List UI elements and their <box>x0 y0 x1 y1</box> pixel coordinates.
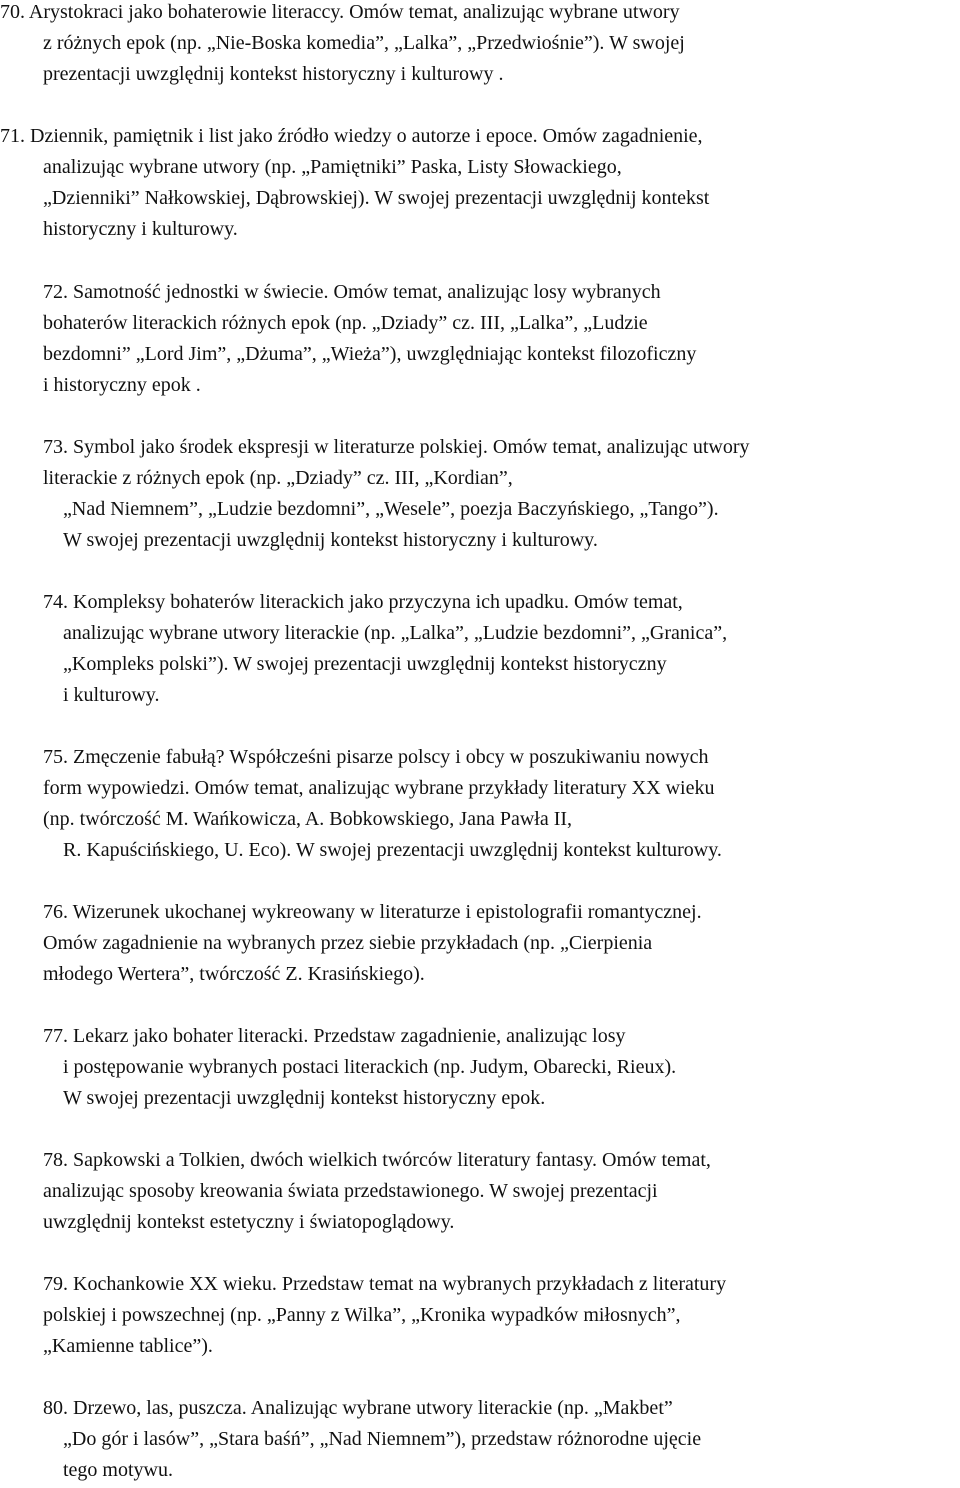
topic-76-line-1: 76. Wizerunek ukochanej wykreowany w literaturze i epistolografii romantycznej. <box>43 901 702 923</box>
topic-70-line-2: z różnych epok (np. „Nie-Boska komedia”, „Lalka”, „Przedwiośnie”). W swojej <box>43 32 685 54</box>
topic-73-line-4: W swojej prezentacji uwzględnij kontekst historyczny i kulturowy. <box>63 529 598 551</box>
topic-80-line-3: tego motywu. <box>63 1459 173 1481</box>
topic-79-line-2: polskiej i powszechnej (np. „Panny z Wilka”, „Kronika wypadków miłosnych”, <box>43 1304 681 1326</box>
topic-77-line-2: i postępowanie wybranych postaci literackich (np. Judym, Obarecki, Rieux). <box>63 1056 677 1078</box>
topic-70-line-3: prezentacji uwzględnij kontekst historyczny i kulturowy . <box>43 63 504 85</box>
topic-78-line-2: analizując sposoby kreowania świata przedstawionego. W swojej prezentacji <box>43 1180 658 1202</box>
topic-78-line-1: 78. Sapkowski a Tolkien, dwóch wielkich twórców literatury fantasy. Omów temat, <box>43 1149 711 1171</box>
topic-75-line-3: (np. twórczość M. Wańkowicza, A. Bobkowskiego, Jana Pawła II, <box>43 808 573 830</box>
topic-70-line-1: 70. Arystokraci jako bohaterowie literaccy. Omów temat, analizując wybrane utwory <box>0 1 680 23</box>
topic-73-line-3: „Nad Niemnem”, „Ludzie bezdomni”, „Wesele”, poezja Baczyńskiego, „Tango”). <box>63 498 719 520</box>
topic-74-line-3: „Kompleks polski”). W swojej prezentacji uwzględnij kontekst historyczny <box>63 653 667 675</box>
topic-73-line-1: 73. Symbol jako środek ekspresji w literaturze polskiej. Omów temat, analizując utwory <box>43 436 750 458</box>
topic-79-line-3: „Kamienne tablice”). <box>43 1335 213 1357</box>
topic-74-line-2: analizując wybrane utwory literackie (np. „Lalka”, „Ludzie bezdomni”, „Granica”, <box>63 622 728 644</box>
topic-72-line-4: i historyczny epok . <box>43 374 201 396</box>
topic-76-line-3: młodego Wertera”, twórczość Z. Krasińskiego). <box>43 963 425 985</box>
topic-77-line-3: W swojej prezentacji uwzględnij kontekst historyczny epok. <box>63 1087 546 1109</box>
topic-75-line-1: 75. Zmęczenie fabułą? Współcześni pisarze polscy i obcy w poszukiwaniu nowych <box>43 746 709 768</box>
topic-75-line-2: form wypowiedzi. Omów temat, analizując wybrane przykłady literatury XX wieku <box>43 777 715 799</box>
topic-80-line-1: 80. Drzewo, las, puszcza. Analizując wybrane utwory literackie (np. „Makbet” <box>43 1397 673 1419</box>
topic-71-line-3: „Dzienniki” Nałkowskiej, Dąbrowskiej). W swojej prezentacji uwzględnij kontekst <box>43 187 710 209</box>
topic-78-line-3: uwzględnij kontekst estetyczny i światopoglądowy. <box>43 1211 455 1233</box>
topic-71-line-4: historyczny i kulturowy. <box>43 218 238 240</box>
topic-71-line-1: 71. Dziennik, pamiętnik i list jako źródło wiedzy o autorze i epoce. Omów zagadnienie, <box>0 125 703 147</box>
topic-71-line-2: analizując wybrane utwory (np. „Pamiętniki” Paska, Listy Słowackiego, <box>43 156 622 178</box>
topic-75-line-4: R. Kapuścińskiego, U. Eco). W swojej prezentacji uwzględnij kontekst kulturowy. <box>63 839 722 861</box>
topic-74-line-1: 74. Kompleksy bohaterów literackich jako przyczyna ich upadku. Omów temat, <box>43 591 683 613</box>
topic-72-line-2: bohaterów literackich różnych epok (np. „Dziady” cz. III, „Lalka”, „Ludzie <box>43 312 648 334</box>
topic-76-line-2: Omów zagadnienie na wybranych przez siebie przykładach (np. „Cierpienia <box>43 932 653 954</box>
topic-72-line-3: bezdomni” „Lord Jim”, „Dżuma”, „Wieża”), uwzględniając kontekst filozoficzny <box>43 343 697 365</box>
topic-77-line-1: 77. Lekarz jako bohater literacki. Przedstaw zagadnienie, analizując losy <box>43 1025 626 1047</box>
topic-72-line-1: 72. Samotność jednostki w świecie. Omów temat, analizując losy wybranych <box>43 281 661 303</box>
topic-80-line-2: „Do gór i lasów”, „Stara baśń”, „Nad Niemnem”), przedstaw różnorodne ujęcie <box>63 1428 702 1450</box>
topic-73-line-2: literackie z różnych epok (np. „Dziady” cz. III, „Kordian”, <box>43 467 513 489</box>
topic-79-line-1: 79. Kochankowie XX wieku. Przedstaw temat na wybranych przykładach z literatury <box>43 1273 727 1295</box>
topic-74-line-4: i kulturowy. <box>63 684 160 706</box>
